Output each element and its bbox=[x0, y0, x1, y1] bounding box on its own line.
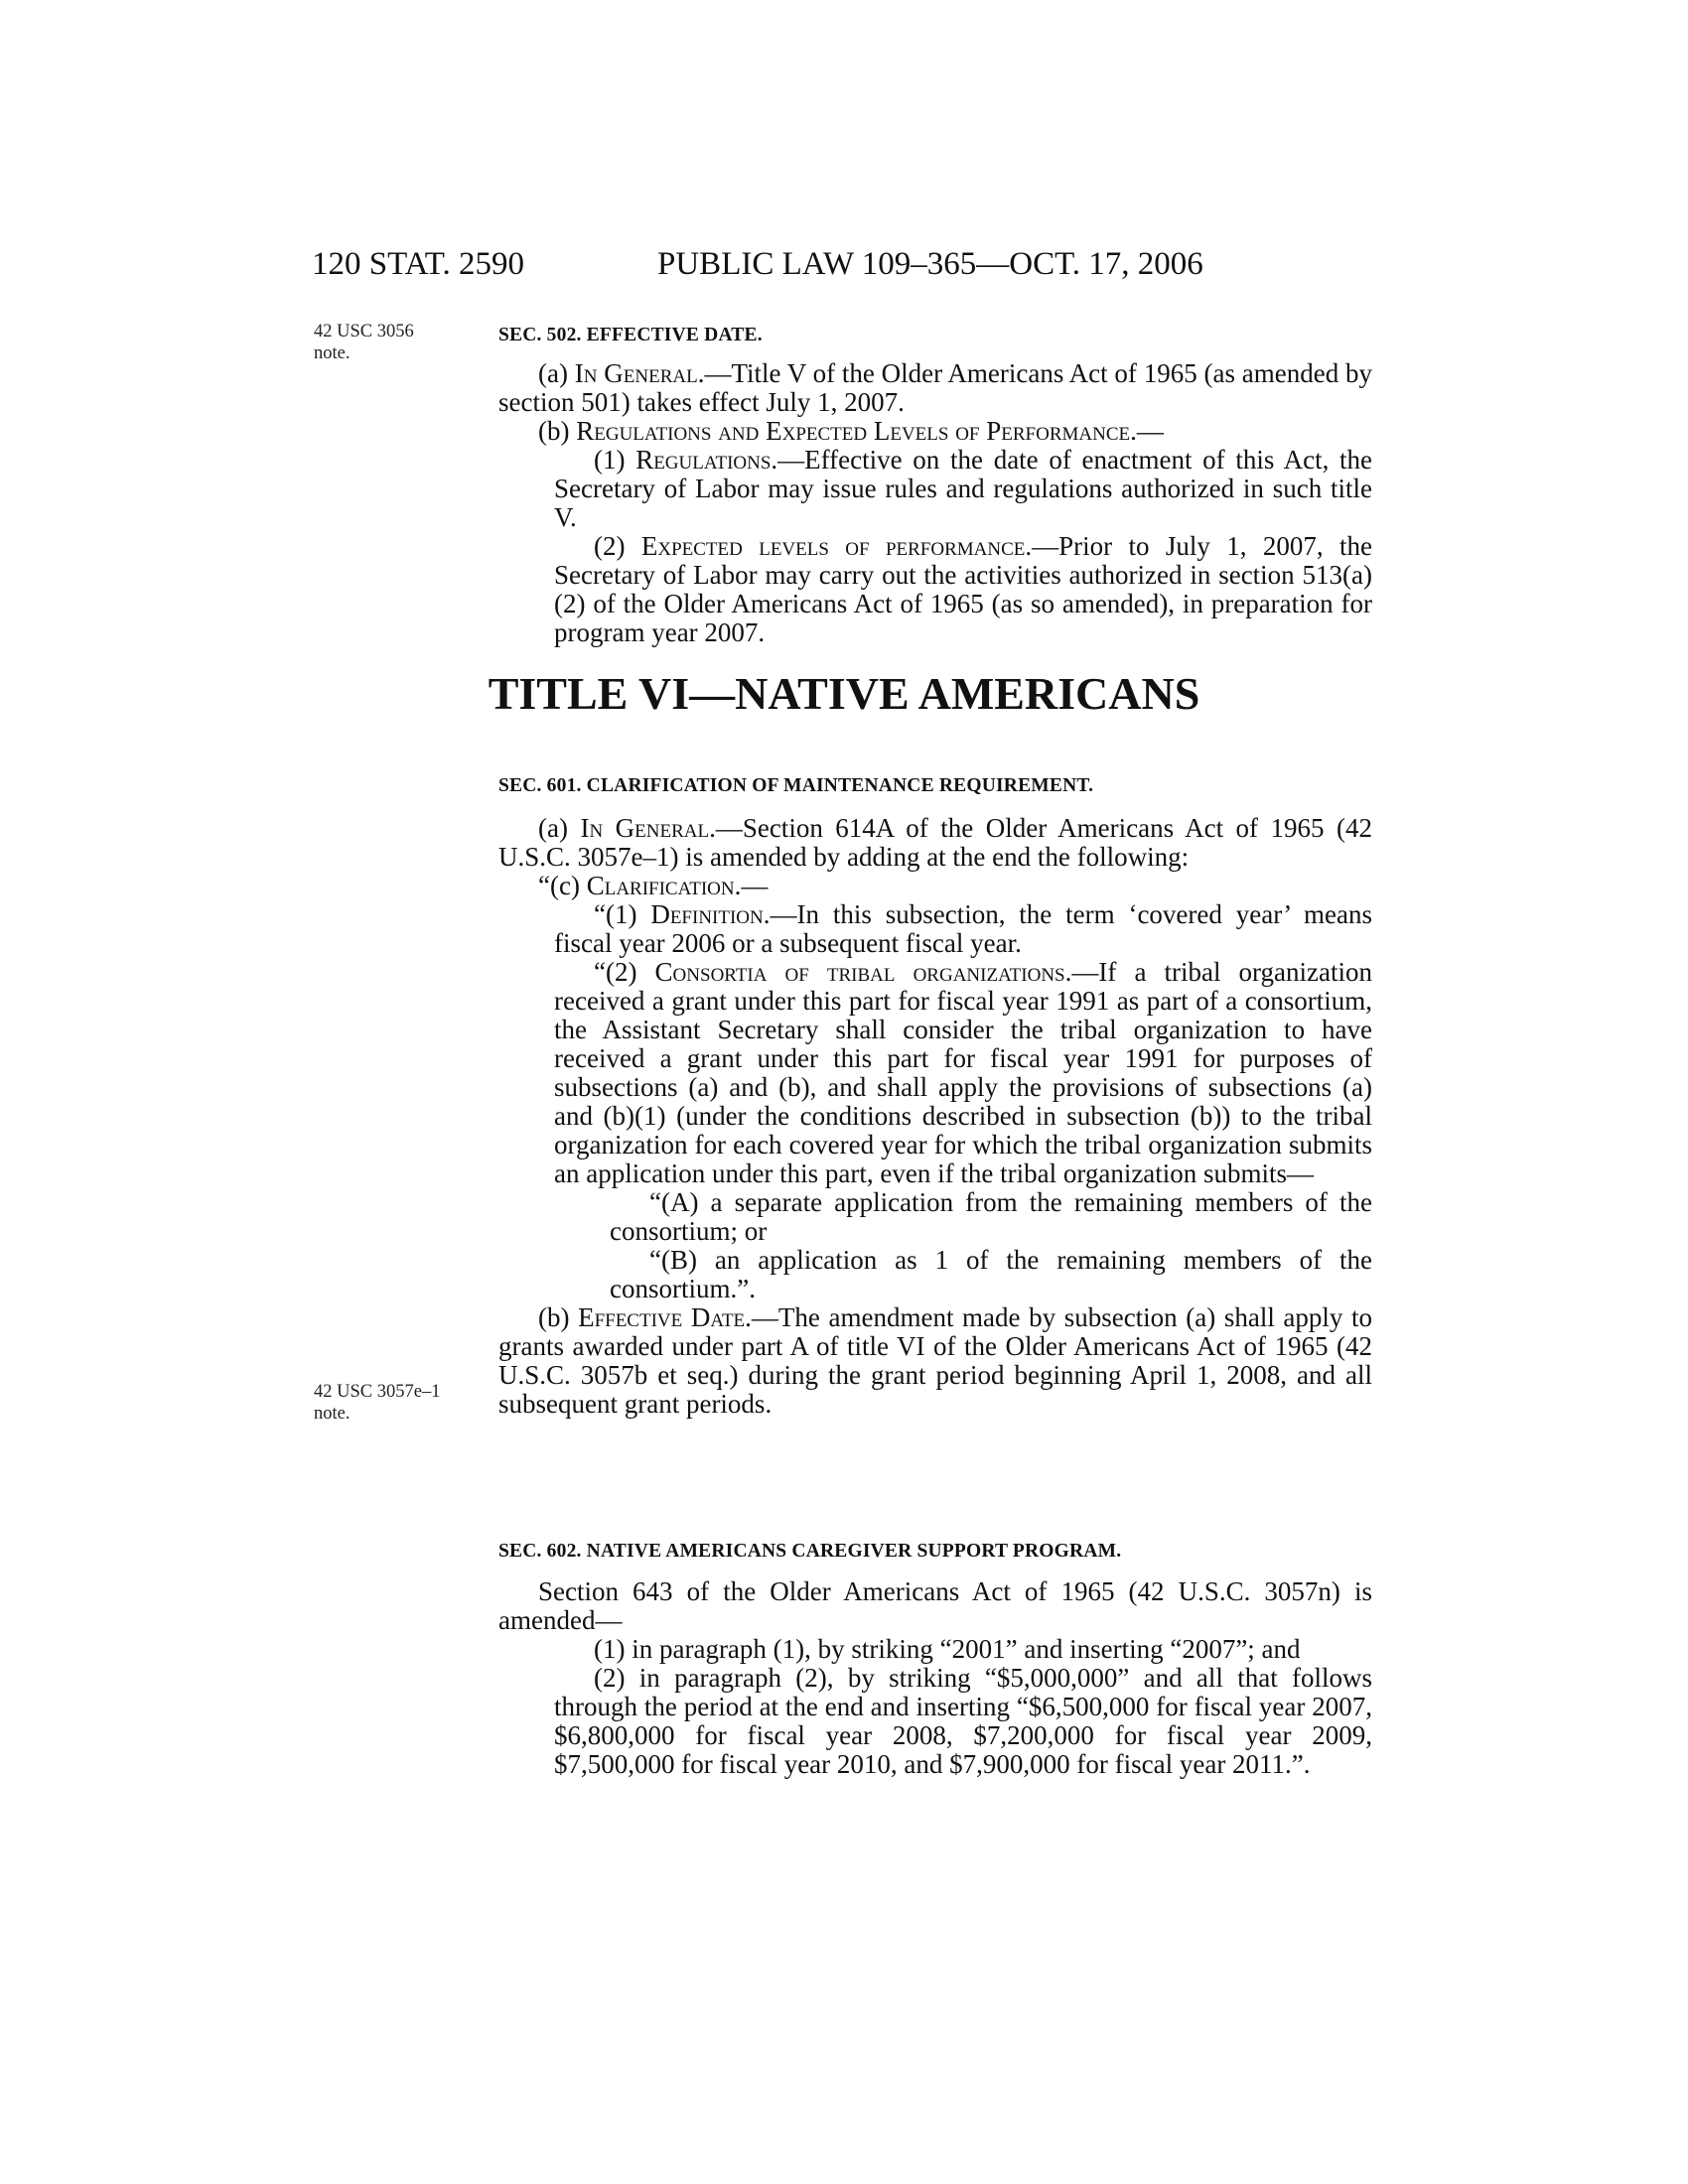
section-601 bbox=[498, 771, 1372, 1419]
paragraph: (a) In General.—Section 614A of the Older Americans Act of 1965 (42 U.S.C. 3057e–1) is amended by adding at the end the following: bbox=[498, 813, 1372, 872]
paragraph-caption: Expected levels of performance. bbox=[640, 531, 1033, 561]
paragraph-caption: Definition. bbox=[650, 899, 771, 929]
paragraph: “(c) Clarification.— bbox=[538, 871, 769, 900]
section-heading: SEC. 601. CLARIFICATION OF MAINTENANCE REQUIREMENT. bbox=[498, 775, 1094, 796]
margin-note-citation: 42 USC 3056 bbox=[314, 322, 414, 341]
paragraph-caption: Clarification. bbox=[586, 871, 742, 900]
subparagraph: (2) Expected levels of performance.—Prior to July 1, 2007, the Secretary of Labor may carry out the activities authorized in section 513(a)(2) of the Older Americans Act of 1965 (as so amended), in preparation for program year 2007. bbox=[554, 531, 1372, 647]
margin-note-label: note. bbox=[314, 1404, 351, 1424]
paragraph-caption: Consortia of tribal organizations. bbox=[654, 957, 1072, 987]
paragraph: Section 643 of the Older Americans Act of 1965 (42 U.S.C. 3057n) is amended— bbox=[498, 1576, 1372, 1635]
section-602 bbox=[498, 1537, 1372, 1779]
title-heading: TITLE VI—NATIVE AMERICANS bbox=[488, 668, 1200, 719]
page-header bbox=[0, 246, 1688, 290]
subparagraph: (2) in paragraph (2), by striking “$5,000,000” and all that follows through the period at the end and inserting “$6,500,000 for fiscal year 2007, $6,800,000 for fiscal year 2008, $7,200,000 for fiscal year 2009, $7,500,000 for fiscal year 2010, and $7,900,000 for fiscal year 2011.”. bbox=[554, 1663, 1372, 1779]
paragraph-caption: Regulations. bbox=[635, 445, 778, 475]
margin-note bbox=[314, 321, 473, 364]
subparagraph: (1) in paragraph (1), by striking “2001” and inserting “2007”; and bbox=[594, 1634, 1301, 1664]
stat-page-number: 120 STAT. 2590 bbox=[312, 246, 525, 282]
paragraph: (b) Regulations and Expected Levels of Performance.— bbox=[538, 416, 1164, 446]
subparagraph: “(2) Consortia of tribal organizations.—If a tribal organization received a grant under this part for fiscal year 1991 as part of a consortium, the Assistant Secretary shall consider the tribal organization to have received a grant under this part for fiscal year 1991 for purposes of subsections (a) and (b), and shall apply the provisions of subsections (a) and (b)(1) (under the conditions described in subsection (b)) to the tribal organization for each covered year for which the tribal organization submits an application under this part, even if the tribal organization submits— bbox=[554, 957, 1373, 1188]
paragraph-caption: In General. bbox=[580, 813, 716, 843]
margin-note-label: note. bbox=[314, 343, 351, 363]
margin-note bbox=[314, 1381, 473, 1425]
margin-note-citation: 42 USC 3057e–1 bbox=[314, 1382, 441, 1402]
clause: “(A) a separate application from the remaining members of the consortium; or bbox=[610, 1187, 1372, 1246]
paragraph: (b) Effective Date.—The amendment made by subsection (a) shall apply to grants awarded under part A of title VI of the Older Americans Act of 1965 (42 U.S.C. 3057b et seq.) during the grant period beginning April 1, 2008, and all subsequent grant periods. bbox=[498, 1302, 1372, 1419]
paragraph-caption: Regulations and Expected Levels of Performance. bbox=[576, 416, 1137, 446]
paragraph-caption: In General. bbox=[574, 358, 705, 388]
clause: “(B) an application as 1 of the remaining members of the consortium.”. bbox=[610, 1245, 1372, 1303]
section-502 bbox=[498, 321, 1372, 647]
paragraph: (a) In General.—Title V of the Older Americans Act of 1965 (as amended by section 501) takes effect July 1, 2007. bbox=[498, 358, 1373, 417]
section-heading: SEC. 502. EFFECTIVE DATE. bbox=[498, 325, 763, 345]
subparagraph: “(1) Definition.—In this subsection, the term ‘covered year’ means fiscal year 2006 or a subsequent fiscal year. bbox=[554, 899, 1373, 958]
subparagraph: (1) Regulations.—Effective on the date of enactment of this Act, the Secretary of Labor may issue rules and regulations authorized in such title V. bbox=[554, 445, 1373, 532]
section-heading: SEC. 602. NATIVE AMERICANS CAREGIVER SUPPORT PROGRAM. bbox=[498, 1541, 1122, 1562]
paragraph-caption: Effective Date. bbox=[578, 1302, 752, 1332]
public-law-citation: PUBLIC LAW 109–365—OCT. 17, 2006 bbox=[657, 246, 1203, 282]
